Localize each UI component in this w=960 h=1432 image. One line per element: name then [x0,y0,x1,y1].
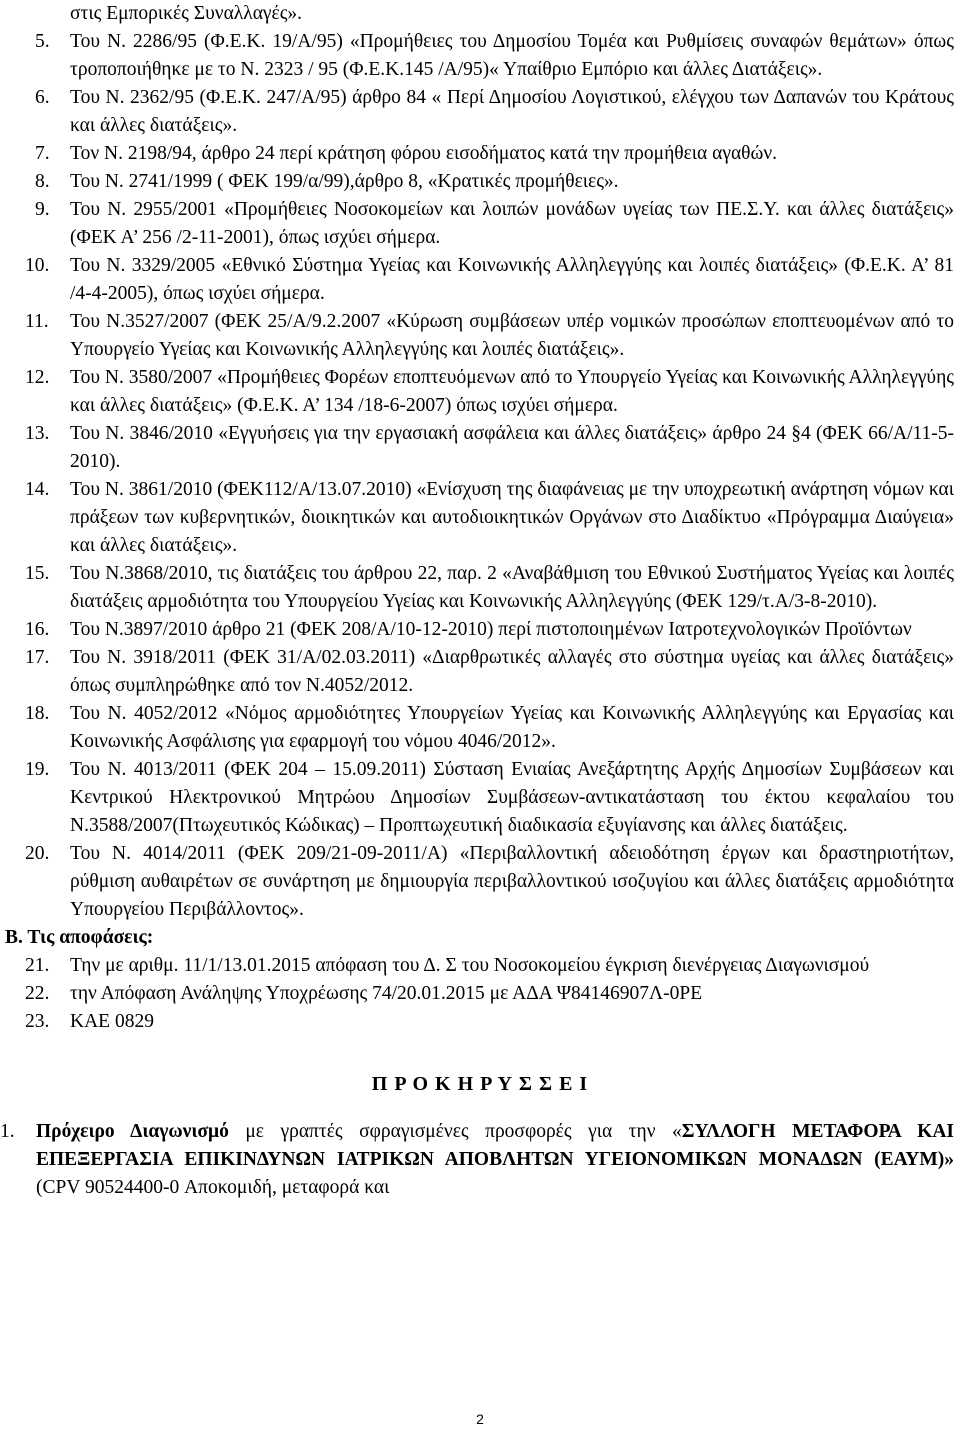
item-number: 9. [35,199,50,220]
announcement-title: Π Ρ Ο Κ Η Ρ Υ Σ Σ Ε Ι [371,1073,589,1095]
item-number: 22. [25,983,50,1004]
item-number: 18. [25,703,50,724]
item-number: 21. [25,955,50,976]
item-text: Του Ν. 3861/2010 (ΦΕΚ112/Α/13.07.2010) «Ενίσχυση της διαφάνειας με την υποχρεωτική ανάρτηση νόμων και πράξεων των κυβερνητικών, διοικητικών και αυτοδιοικητικών Οργάνων στο Διαδίκτυο «Πρόγραμμα Διαύγεια» και άλλες διατάξεις». [70,479,954,556]
list-item [0,1008,960,1036]
item-number: 11. [25,311,49,332]
item-text: Του Ν. 4052/2012 «Νόμος αρμοδιότητες Υπουργείων Υγείας και Κοινωνικής Αλληλεγγύης και Εργασίας και Κοινωνικής Ασφάλισης για εφαρμογή του νόμου 4046/2012». [70,703,954,752]
item-text: Του Ν.3868/2010, τις διατάξεις του άρθρου 22, παρ. 2 «Αναβάθμιση του Εθνικού Συστήματος Υγείας και λοιπές διατάξεις αρμοδιότητα του Υπουργείου Υγείας και Κοινωνικής Αλληλεγγύης (ΦΕΚ 129/τ.Α/3-8-2010). [70,563,954,612]
announcement-item [0,1118,960,1202]
list-item [0,980,960,1008]
list-item [0,560,960,616]
item-number: 12. [25,367,50,388]
list-item [0,476,960,560]
item-number: 17. [25,647,50,668]
list-item [0,364,960,420]
item-number: 13. [25,423,50,444]
item-number: 15. [25,563,50,584]
item-text: Του Ν. 2286/95 (Φ.Ε.Κ. 19/Α/95) «Προμήθειες του Δημοσίου Τομέα και Ρυθμίσεις συναφών θεμάτων» όπως τροποποιήθηκε με το Ν. 2323 / 95 (Φ.Ε.Κ.145 /Α/95)« Υπαίθριο Εμπόριο και άλλες Διατάξεις». [70,31,954,80]
list-item [0,420,960,476]
item-text: Του Ν.3897/2010 άρθρο 21 (ΦΕΚ 208/Α/10-12-2010) περί πιστοποιημένων Ιατροτεχνολογικών Προϊόντων [70,619,912,640]
item-number: 20. [25,843,50,864]
list-item [0,308,960,364]
item-text: Του Ν. 3329/2005 «Εθνικό Σύστημα Υγείας και Κοινωνικής Αλληλεγγύης και λοιπές διατάξεις» (Φ.Ε.Κ. Α’ 81 /4-4-2005), όπως ισχύει σήμερα. [70,255,954,304]
continued-text: στις Εμπορικές Συναλλαγές». [70,3,303,24]
item-text: Του Ν.3527/2007 (ΦΕΚ 25/Α/9.2.2007 «Κύρωση συμβάσεων υπέρ νομικών προσώπων εποπτευομένων από το Υπουργείο Υγείας και Κοινωνικής Αλληλεγγύης και λοιπές διατάξεις». [70,311,954,360]
list-item [0,840,960,924]
item-number: 16. [25,619,50,640]
page-number: 2 [476,1411,484,1427]
list-item [0,756,960,840]
spacer [0,1036,960,1070]
item-text: Του Ν. 2362/95 (Φ.Ε.Κ. 247/Α/95) άρθρο 84 « Περί Δημοσίου Λογιστικού, ελέγχου των Δαπανών του Κράτους και άλλες διατάξεις». [70,87,954,136]
item-text: Την με αριθμ. 11/1/13.01.2015 απόφαση του Δ. Σ του Νοσοκομείου έγκριση διενέργειας Διαγωνισμού [70,955,870,976]
item-number: 5. [35,31,50,52]
tender-type: Πρόχειρο Διαγωνισμό [36,1121,229,1142]
list-item [0,28,960,84]
item-text: Του Ν. 3846/2010 «Εγγυήσεις για την εργασιακή ασφάλεια και άλλες διατάξεις» άρθρο 24 §4 (ΦΕΚ 66/Α/11-5-2010). [70,423,954,472]
list-item [0,168,960,196]
list-item [0,644,960,700]
item-number: 1. [0,1121,15,1142]
item-text: την Απόφαση Ανάληψης Υποχρέωσης 74/20.01.2015 με ΑΔΑ Ψ84146907Λ-0ΡΕ [70,983,703,1004]
spacer [0,1098,960,1118]
list-item [0,616,960,644]
item-text: Του Ν. 4014/2011 (ΦΕΚ 209/21-09-2011/Α) «Περιβαλλοντική αδειοδότηση έργων και δραστηριοτήτων, ρύθμιση αυθαιρέτων σε συνάρτηση με δημιουργία περιβαλλοντικού ισοζυγίου και άλλες διατάξεις αρμοδιότητα Υπουργείου Περιβάλλοντος». [70,843,954,920]
list-item [0,952,960,980]
tender-cpv-text: (CPV 90524400-0 Αποκομιδή, μεταφορά και [36,1177,390,1198]
item-text: Του Ν. 3918/2011 (ΦΕΚ 31/Α/02.03.2011) «Διαρθρωτικές αλλαγές στο σύστημα υγείας και άλλες διατάξεις» όπως συμπληρώθηκε από τον Ν.4052/2012. [70,647,954,696]
decisions-list [0,952,960,1036]
decisions-heading: Β. Τις αποφάσεις: [5,927,154,948]
list-item [0,140,960,168]
item-text: Του Ν. 3580/2007 «Προμήθειες Φορέων εποπτευόμενων από το Υπουργείο Υγείας και Κοινωνικής Αλληλεγγύης και άλλες διατάξεις» (Φ.Ε.Κ. Α’ 134 /18-6-2007) όπως ισχύει σήμερα. [70,367,954,416]
item-text: Του Ν. 4013/2011 (ΦΕΚ 204 – 15.09.2011) Σύσταση Ενιαίας Ανεξάρτητης Αρχής Δημοσίων Συμβάσεων και Κεντρικού Ηλεκτρονικού Μητρώου Δημοσίων Συμβάσεων-αντικατάσταση του έκτου κεφαλαίου του Ν.3588/2007(Πτωχευτικός Κώδικας) – Προπτωχευτική διαδικασία εξυγίανσης και άλλες διατάξεις. [70,759,954,836]
tender-subject: ΣΥΛΛΟΓΗ ΜΕΤΑΦΟΡΑ ΚΑΙ ΕΠΕΞΕΡΓΑΣΙΑ ΕΠΙΚΙΝΔΥΝΩΝ ΙΑΤΡΙΚΩΝ ΑΠΟΒΛΗΤΩΝ ΥΓΕΙΟΝΟΜΙΚΩΝ ΜΟΝΑΔΩΝ (ΕΑΥΜ)» [36,1121,954,1170]
list-item [0,700,960,756]
laws-list [0,28,960,924]
list-item [0,84,960,140]
tender-text: με γραπτές σφραγισμένες προσφορές για την « [228,1121,682,1142]
list-item [0,252,960,308]
item-number: 7. [35,143,50,164]
item-number: 23. [25,1011,50,1032]
list-item [0,196,960,252]
item-text: ΚΑΕ 0829 [70,1011,154,1032]
item-number: 8. [35,171,50,192]
item-text: Τον Ν. 2198/94, άρθρο 24 περί κράτηση φόρου εισοδήματος κατά την προμήθεια αγαθών. [70,143,778,164]
item-number: 10. [25,255,50,276]
item-text: Του Ν. 2741/1999 ( ΦΕΚ 199/α/99),άρθρο 8, «Κρατικές προμήθειες». [70,171,619,192]
item-number: 6. [35,87,50,108]
item-number: 19. [25,759,50,780]
item-number: 14. [25,479,50,500]
item-text: Του Ν. 2955/2001 «Προμήθειες Νοσοκομείων και λοιπών μονάδων υγείας των ΠΕ.Σ.Υ. και άλλες διατάξεις» (ΦΕΚ Α’ 256 /2-11-2001), όπως ισχύει σήμερα. [70,199,954,248]
